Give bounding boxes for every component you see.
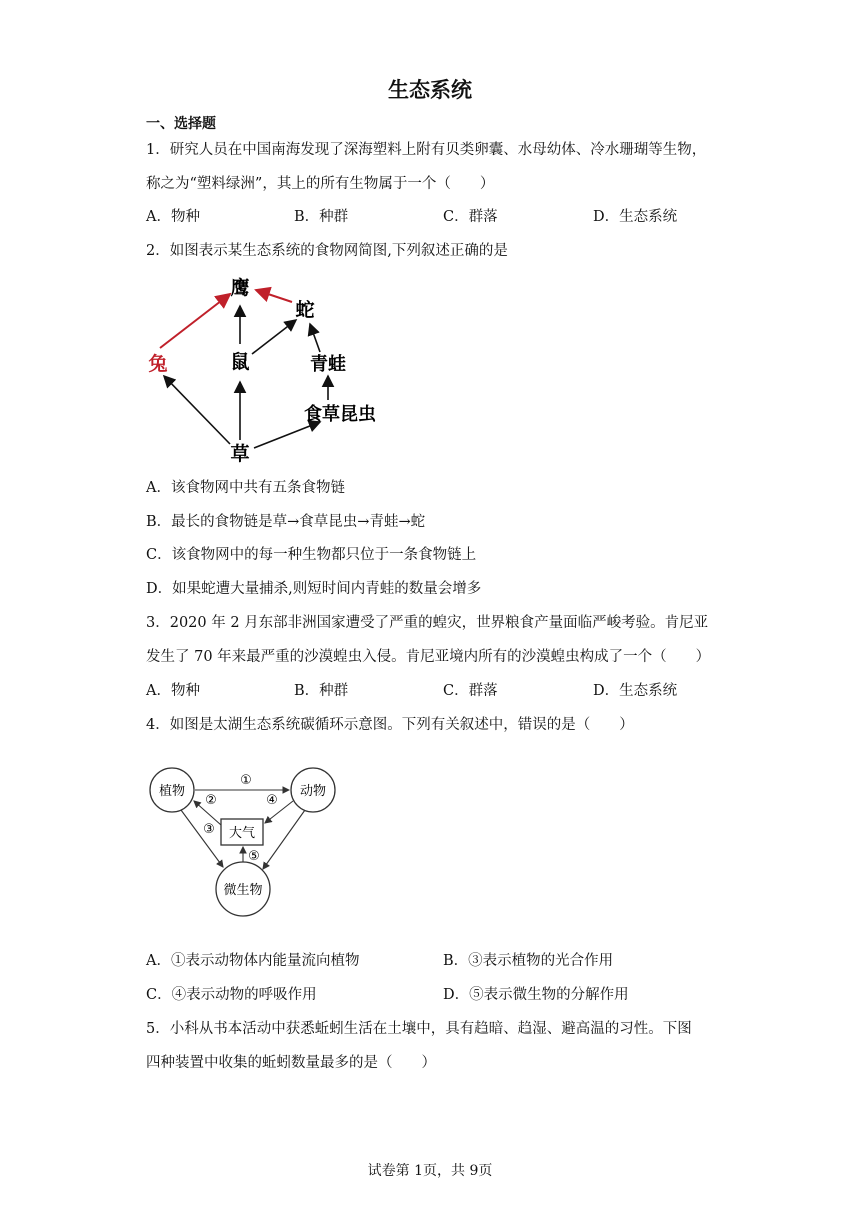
node-mouse: 鼠 <box>230 351 250 373</box>
page-title: 生态系统 <box>388 78 472 102</box>
q5-stem-line2: 四种装置中收集的蚯蚓数量最多的是（ ） <box>146 1055 436 1071</box>
arrow-animal-to-microbe <box>263 810 305 869</box>
arrow-snake-to-eagle <box>256 290 292 302</box>
q2-option-a[interactable]: A．该食物网中共有五条食物链 <box>146 480 345 496</box>
q4-option-d[interactable]: D．⑤表示微生物的分解作用 <box>443 987 629 1003</box>
arrow-rabbit-to-eagle <box>160 294 230 348</box>
q4-option-a[interactable]: A．①表示动物体内能量流向植物 <box>146 953 360 969</box>
q3-option-d[interactable]: D．生态系统 <box>593 683 678 699</box>
q1-option-c[interactable]: C．群落 <box>443 209 498 225</box>
q1-stem-line2: 称之为“塑料绿洲”，其上的所有生物属于一个（ ） <box>146 176 495 192</box>
q2-stem: 2．如图表示某生态系统的食物网简图,下列叙述正确的是 <box>146 243 508 259</box>
q1-option-a[interactable]: A．物种 <box>146 209 200 225</box>
node-rabbit: 兔 <box>148 353 168 375</box>
arrow-3 <box>181 810 223 867</box>
node-frog: 青蛙 <box>310 354 346 375</box>
animal-label: 动物 <box>299 784 327 799</box>
q5-stem-line1: 5．小科从书本活动中获悉蚯蚓生活在土壤中，具有趋暗、趋湿、避高温的习性。下图 <box>146 1021 692 1037</box>
label-3: ③ <box>203 822 215 837</box>
section-heading: 一、选择题 <box>146 116 216 132</box>
q3-stem-line2: 发生了 70 年来最严重的沙漠蝗虫入侵。肯尼亚境内所有的沙漠蝗虫构成了一个（ ） <box>146 649 711 665</box>
label-5: ⑤ <box>248 849 260 864</box>
node-snake: 蛇 <box>295 299 315 321</box>
label-4: ④ <box>266 793 278 808</box>
q3-option-a[interactable]: A．物种 <box>146 683 200 699</box>
plant-label: 植物 <box>158 784 186 799</box>
arrow-grass-to-rabbit <box>164 376 230 444</box>
air-label: 大气 <box>228 826 256 841</box>
q4-option-c[interactable]: C．④表示动物的呼吸作用 <box>146 987 317 1003</box>
node-eagle: 鹰 <box>230 277 250 299</box>
q1-stem-line1: 1．研究人员在中国南海发现了深海塑料上附有贝类卵囊、水母幼体、冷水珊瑚等生物， <box>146 142 707 158</box>
q2-option-d[interactable]: D．如果蛇遭大量捕杀,则短时间内青蛙的数量会增多 <box>146 581 482 597</box>
label-1: ① <box>240 773 252 788</box>
q4-stem: 4．如图是太湖生态系统碳循环示意图。下列有关叙述中，错误的是（ ） <box>146 717 634 733</box>
q3-stem-line1: 3．2020 年 2 月东部非洲国家遭受了严重的蝗灾，世界粮食产量面临严峻考验。肯尼亚 <box>146 615 709 631</box>
q3-option-b[interactable]: B．种群 <box>294 683 349 699</box>
microbe-label: 微生物 <box>223 883 263 898</box>
q3-option-c[interactable]: C．群落 <box>443 683 498 699</box>
q4-option-b[interactable]: B．③表示植物的光合作用 <box>443 953 614 969</box>
carbon-cycle-diagram <box>145 763 345 921</box>
node-insect: 食草昆虫 <box>304 404 376 425</box>
page-footer: 试卷第 1页，共 9页 <box>367 1163 493 1179</box>
q2-option-b[interactable]: B．最长的食物链是草→食草昆虫→青蛙→蛇 <box>146 514 426 530</box>
q2-option-c[interactable]: C．该食物网中的每一种生物都只位于一条食物链上 <box>146 547 477 563</box>
label-2: ② <box>205 793 217 808</box>
node-grass: 草 <box>230 443 250 465</box>
arrow-frog-to-snake <box>310 324 320 352</box>
arrow-grass-to-insect <box>254 422 320 448</box>
arrow-mouse-to-snake <box>252 320 296 354</box>
q1-option-d[interactable]: D．生态系统 <box>593 209 678 225</box>
food-web-diagram <box>140 268 380 468</box>
q1-option-b[interactable]: B．种群 <box>294 209 349 225</box>
